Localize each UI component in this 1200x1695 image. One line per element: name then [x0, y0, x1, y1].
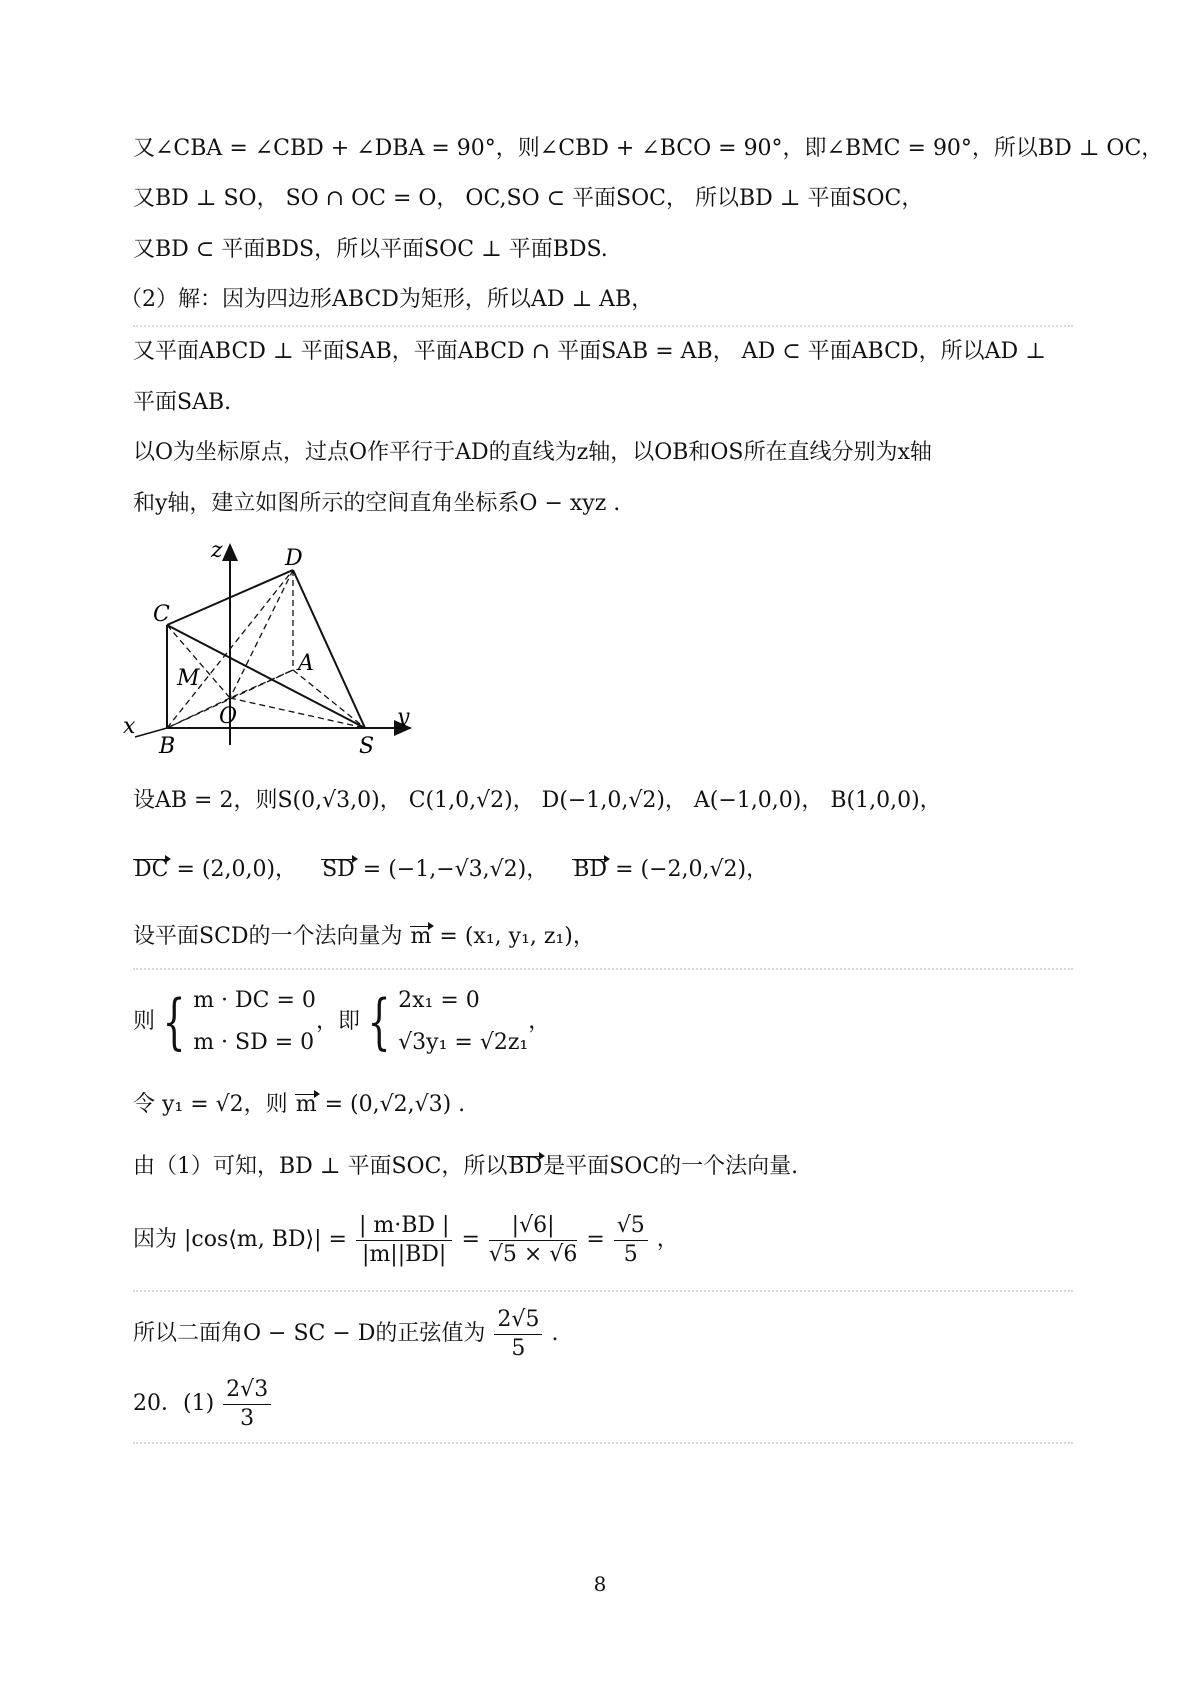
question-20-fraction: [223, 1376, 271, 1433]
final-line: [133, 1302, 558, 1366]
equation-system-2: [398, 980, 528, 1064]
q20-den: 3: [240, 1405, 255, 1431]
dotted-separator: [133, 1290, 1073, 1292]
part2-line-1: （2）解：因为四边形ABCD为矩形，所以AD ⊥ AB，: [120, 287, 654, 312]
cos-fraction-2: [489, 1212, 577, 1269]
then-label: 则: [133, 1009, 156, 1034]
edge-DO: [230, 570, 293, 698]
label-x: x: [123, 714, 136, 739]
sys1-row-1: m · DC = 0: [193, 988, 316, 1013]
ji-label: ，即: [315, 1009, 360, 1034]
sys1-row-2: m · SD = 0: [193, 1030, 315, 1055]
proof-line-3: 又BD ⊂ 平面BDS，所以平面SOC ⊥ 平面BDS.: [133, 237, 608, 262]
cos-num-2: |√6|: [489, 1212, 577, 1241]
cos-line: 因为 |cos⟨m, BD⟩| = $\frac{| m\cdot BD |}{|m||BD|}$ = $\frac{|√6|}{√5 \times √6}$ = $\frac{√5}{5}$ ，: [133, 1212, 679, 1267]
vector-dc-value: = (2,0,0)，: [176, 857, 298, 882]
label-M: M: [177, 666, 200, 691]
normal-intro: 设平面SCD的一个法向量为: [133, 924, 403, 949]
normal-intro-line: [133, 922, 595, 952]
conclusion-text-b: 是平面SOC的一个法向量.: [543, 1154, 799, 1179]
cos-lhs: |cos⟨m, BD⟩| =: [184, 1227, 347, 1252]
vector-dc: DC: [134, 857, 169, 882]
vector-bd: BD: [508, 1154, 543, 1179]
label-y: y: [397, 705, 410, 730]
vector-sd-value: = (−1,−√3,√2)，: [362, 857, 549, 882]
proof-line-1: 又∠CBA = ∠CBD + ∠DBA = 90°，则∠CBD + ∠BCO = 90°，即∠BMC = 90°，所以BD ⊥ OC，: [133, 136, 1164, 161]
let-line: [133, 1090, 465, 1120]
part2-line-2: 又平面ABCD ⊥ 平面SAB，平面ABCD ∩ 平面SAB = AB， AD ⊂ 平面ABCD，所以AD ⊥: [133, 339, 1046, 364]
cos-num-3: √5: [614, 1212, 648, 1241]
cos-fraction-1: [356, 1212, 452, 1269]
dotted-separator: [133, 1442, 1073, 1444]
coords-line: 设AB = 2，则S(0,√3,0)， C(1,0,√2)， D(−1,0,√2)， A(−1,0,0)， B(1,0,0)，: [133, 788, 942, 813]
label-O: O: [219, 704, 238, 729]
page-number: 8: [593, 1572, 607, 1596]
question-20-line: [133, 1372, 273, 1436]
cos-den-2: √5 × √6: [488, 1241, 578, 1267]
conclusion-text-a: 由（1）可知，BD ⊥ 平面SOC，所以: [133, 1154, 508, 1179]
label-C: C: [153, 602, 170, 627]
cos-num-1: | m·BD |: [356, 1212, 452, 1241]
sys2-row-1: 2x₁ = 0: [398, 988, 480, 1013]
cos-tail: ，: [656, 1227, 679, 1252]
part2-line-4: 以O为坐标原点，过点O作平行于AD的直线为z轴，以OB和OS所在直线分别为x轴: [133, 440, 932, 465]
proof-line-2: 又BD ⊥ SO， SO ∩ OC = O， OC,SO ⊂ 平面SOC， 所以BD ⊥ 平面SOC，: [133, 186, 924, 211]
part2-line-3: 平面SAB.: [133, 390, 232, 415]
edge-OS: [230, 698, 365, 728]
edge-AS: [293, 670, 365, 728]
label-z: z: [211, 538, 223, 563]
vector-m: m: [410, 924, 432, 949]
edge-DS: [293, 570, 365, 728]
final-num: 2√5: [494, 1306, 542, 1335]
dotted-separator: [133, 325, 1073, 327]
equation-system-1: [193, 980, 316, 1064]
dotted-separator: [133, 968, 1073, 970]
final-den: 5: [511, 1335, 526, 1361]
q20-num: 2√3: [223, 1376, 271, 1405]
label-S: S: [359, 734, 375, 759]
normal-eq: = (x₁, y₁, z₁)，: [439, 924, 595, 949]
cos-den-3: 5: [623, 1241, 638, 1267]
vector-m: m: [295, 1092, 317, 1117]
sys2-row-2: √3y₁ = √2z₁: [398, 1030, 529, 1055]
vectors-line: [133, 855, 768, 885]
vector-bd: BD: [573, 857, 608, 882]
vector-sd: SD: [322, 857, 355, 882]
vector-bd-value: = (−2,0,√2)，: [615, 857, 769, 882]
system-tail: ，: [528, 1009, 551, 1034]
final-tail: .: [551, 1321, 559, 1346]
cos-fraction-3: [614, 1212, 648, 1269]
label-B: B: [159, 734, 176, 759]
label-D: D: [285, 546, 303, 571]
conclusion-line-1: [133, 1152, 798, 1182]
question-20-label: 20．(1): [133, 1391, 215, 1416]
let-value: = (0,√2,√3) .: [324, 1092, 466, 1117]
left-brace: {: [162, 987, 186, 1057]
geometry-figure: [115, 535, 435, 760]
let-text: 令 y₁ = √2，则: [133, 1092, 288, 1117]
system-line: [133, 980, 550, 1064]
final-text: 所以二面角O − SC − D的正弦值为: [133, 1321, 486, 1346]
label-A: A: [298, 651, 314, 676]
left-brace: {: [367, 987, 391, 1057]
cos-intro: 因为: [133, 1227, 178, 1252]
cos-den-1: |m||BD|: [362, 1241, 447, 1267]
final-fraction: [494, 1306, 542, 1363]
part2-line-5: 和y轴，建立如图所示的空间直角坐标系O − xyz .: [133, 491, 621, 516]
